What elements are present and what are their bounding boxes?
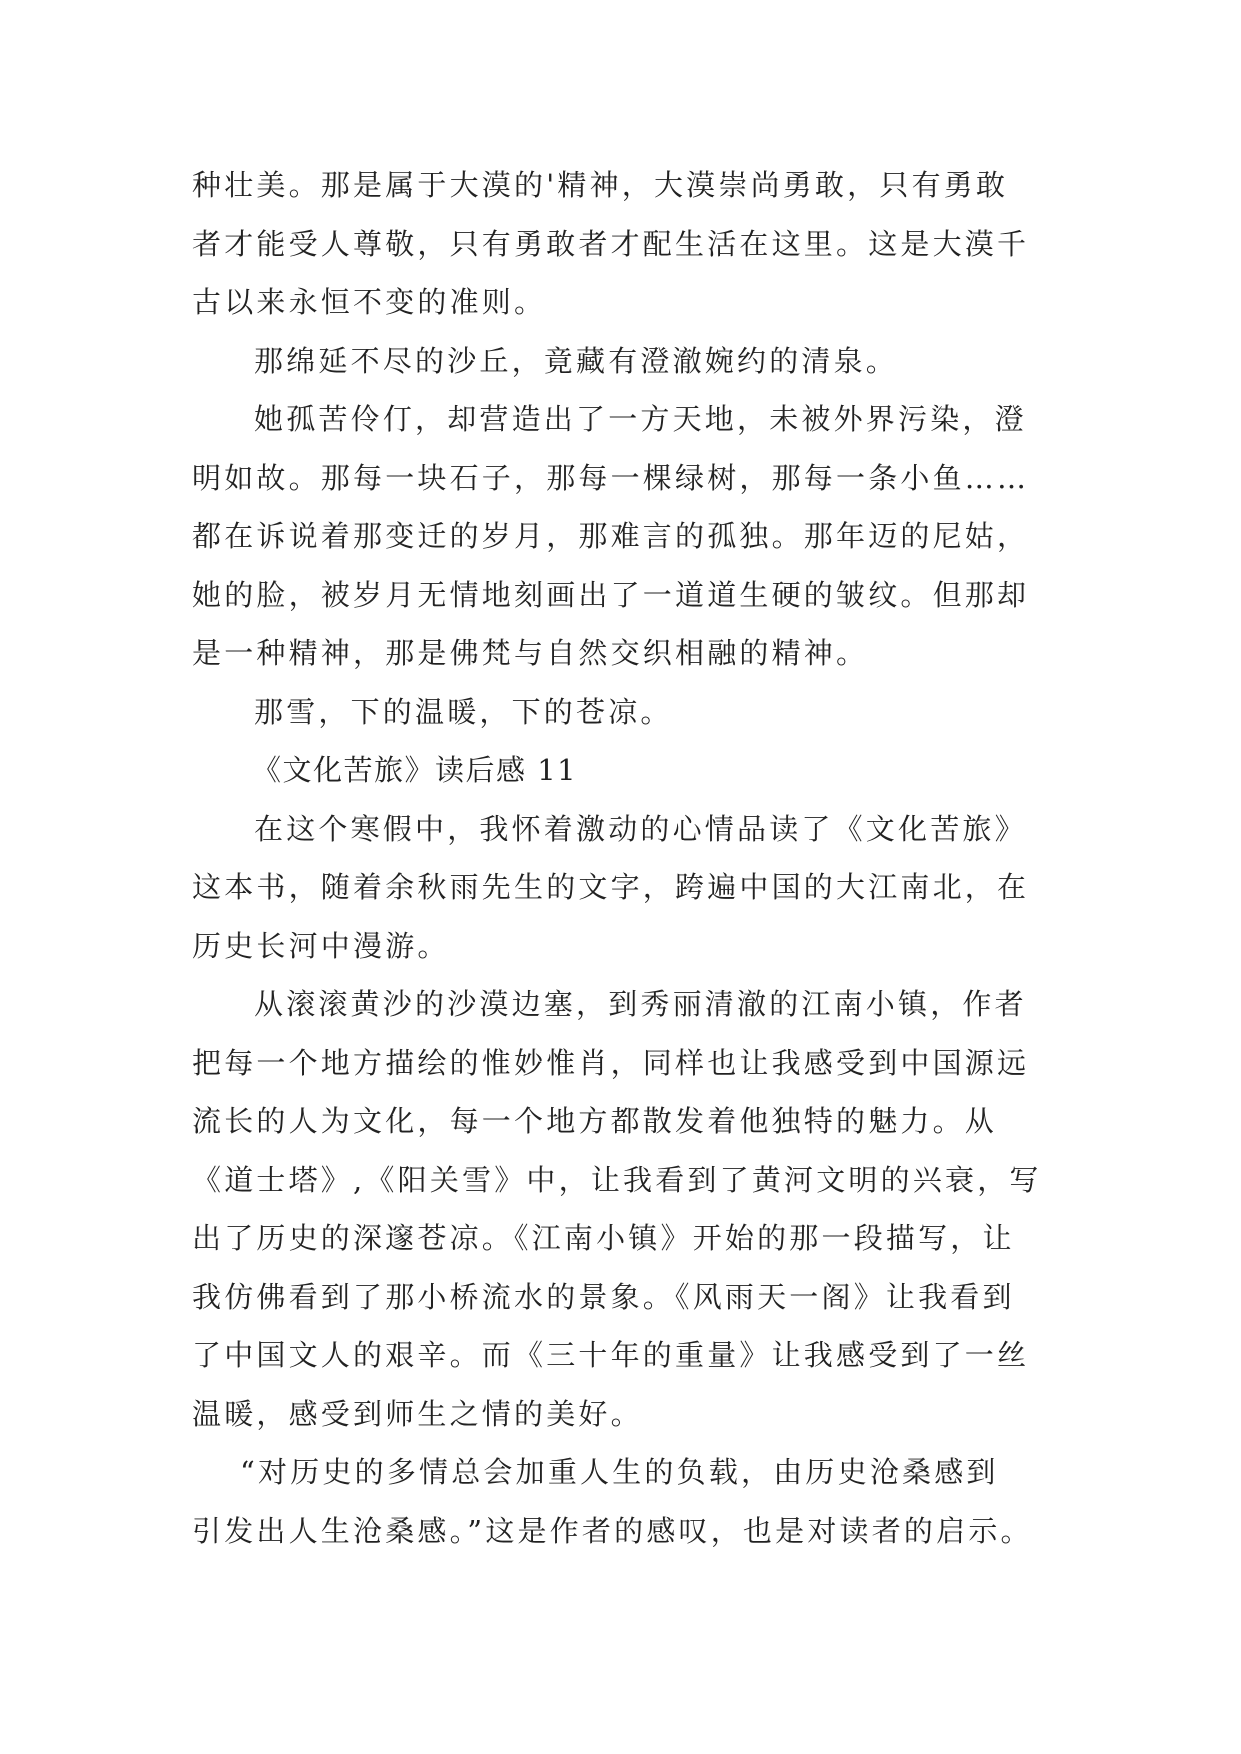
paragraph-start: 那绵延不尽的沙丘，竟藏有澄澈婉约的清泉。 — [254, 343, 899, 378]
text-line: 者才能受人尊敬，只有勇敢者才配生活在这里。这是大漠千 — [192, 226, 1030, 261]
text-line: 是一种精神，那是佛梵与自然交织相融的精神。 — [192, 636, 869, 670]
text-line: 流长的人为文化，每一个地方都散发着他独特的魅力。从 — [192, 1104, 998, 1138]
paragraph-start: 在这个寒假中，我怀着激动的心情品读了《文化苦旅》 — [254, 811, 1027, 846]
text-line: 《道士塔》,《阳关雪》中，让我看到了黄河文明的兴衰，写 — [192, 1162, 1042, 1197]
paragraph-start: 那雪，下的温暖，下的苍凉。 — [254, 694, 673, 729]
paragraph-start: “对历史的多情总会加重人生的负载，由历史沧桑感到 — [240, 1455, 999, 1489]
text-line: 她的脸，被岁月无情地刻画出了一道道生硬的皱纹。但那却 — [192, 577, 1030, 612]
text-line: 历史长河中漫游。 — [192, 928, 450, 963]
text-line: 都在诉说着那变迁的岁月，那难言的孤独。那年迈的尼姑， — [192, 519, 1030, 553]
body-text — [192, 156, 1072, 1560]
text-line: 出了历史的深邃苍凉。《江南小镇》开始的那一段描写，让 — [192, 1221, 1015, 1255]
section-title: 《文化苦旅》读后感 11 — [252, 753, 578, 787]
text-line: 引发出人生沧桑感。”这是作者的感叹，也是对读者的启示。 — [192, 1513, 1033, 1548]
text-line: 这本书，随着余秋雨先生的文字，跨遍中国的大江南北，在 — [192, 870, 1030, 904]
text-line: 我仿佛看到了那小桥流水的景象。《风雨天一阁》让我看到 — [192, 1279, 1015, 1314]
text-line: 古以来永恒不变的准则。 — [192, 285, 547, 319]
paragraph-start: 她孤苦伶仃，却营造出了一方天地，未被外界污染，澄 — [254, 402, 1027, 436]
text-line: 把每一个地方描绘的惟妙惟肖，同样也让我感受到中国源远 — [192, 1045, 1030, 1080]
paragraph-start: 从滚滚黄沙的沙漠边塞，到秀丽清澈的江南小镇，作者 — [254, 987, 1027, 1021]
text-line: 了中国文人的艰辛。而《三十年的重量》让我感受到了一丝 — [192, 1338, 1030, 1372]
text-line: 种壮美。那是属于大漠的'精神，大漠崇尚勇敢，只有勇敢 — [192, 168, 1009, 202]
text-line: 明如故。那每一块石子，那每一棵绿树，那每一条小鱼…… — [192, 460, 1030, 495]
text-line: 温暖，感受到师生之情的美好。 — [192, 1396, 643, 1431]
